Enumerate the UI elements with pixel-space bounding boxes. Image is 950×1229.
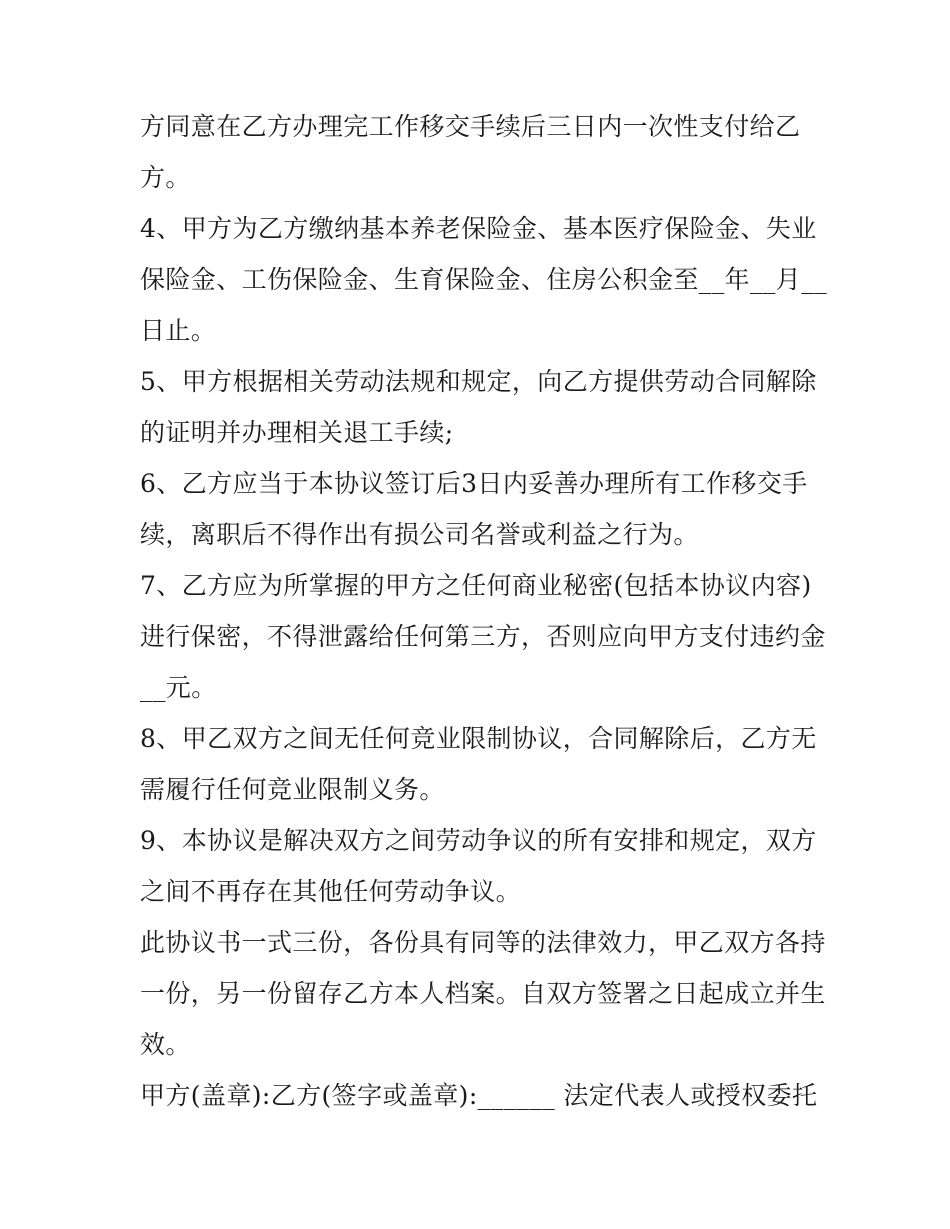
text-line: 甲方(盖章):乙方(签字或盖章):______ 法定代表人或授权委托 [140, 1081, 818, 1110]
text-line: 保险金、工伤保险金、生育保险金、住房公积金至__年__月__ [140, 265, 828, 294]
text-line: 日止。 [140, 316, 217, 345]
text-line: 7、乙方应为所掌握的甲方之任何商业秘密(包括本协议内容) [140, 571, 812, 600]
text-line: 效。 [140, 1030, 191, 1059]
text-line: __元。 [140, 673, 217, 702]
text-line: 方。 [140, 163, 191, 192]
text-line: 5、甲方根据相关劳动法规和规定，向乙方提供劳动合同解除 [140, 367, 817, 396]
text-line: 6、乙方应当于本协议签订后3日内妥善办理所有工作移交手 [140, 469, 808, 498]
text-line: 此协议书一式三份，各份具有同等的法律效力，甲乙双方各持 [140, 928, 826, 957]
text-line: 进行保密，不得泄露给任何第三方，否则应向甲方支付违约金 [140, 622, 826, 651]
text-line: 的证明并办理相关退工手续; [140, 418, 454, 447]
text-line: 8、甲乙双方之间无任何竞业限制协议，合同解除后，乙方无 [140, 724, 817, 753]
text-line: 需履行任何竞业限制义务。 [140, 775, 445, 804]
text-line: 9、本协议是解决双方之间劳动争议的所有安排和规定，双方 [140, 826, 817, 855]
text-line: 4、甲方为乙方缴纳基本养老保险金、基本医疗保险金、失业 [140, 214, 817, 243]
text-line: 之间不再存在其他任何劳动争议。 [140, 877, 522, 906]
text-line: 续，离职后不得作出有损公司名誉或利益之行为。 [140, 520, 699, 549]
text-line: 方同意在乙方办理完工作移交手续后三日内一次性支付给乙 [140, 112, 801, 141]
text-line: 一份，另一份留存乙方本人档案。自双方签署之日起成立并生 [140, 979, 826, 1008]
